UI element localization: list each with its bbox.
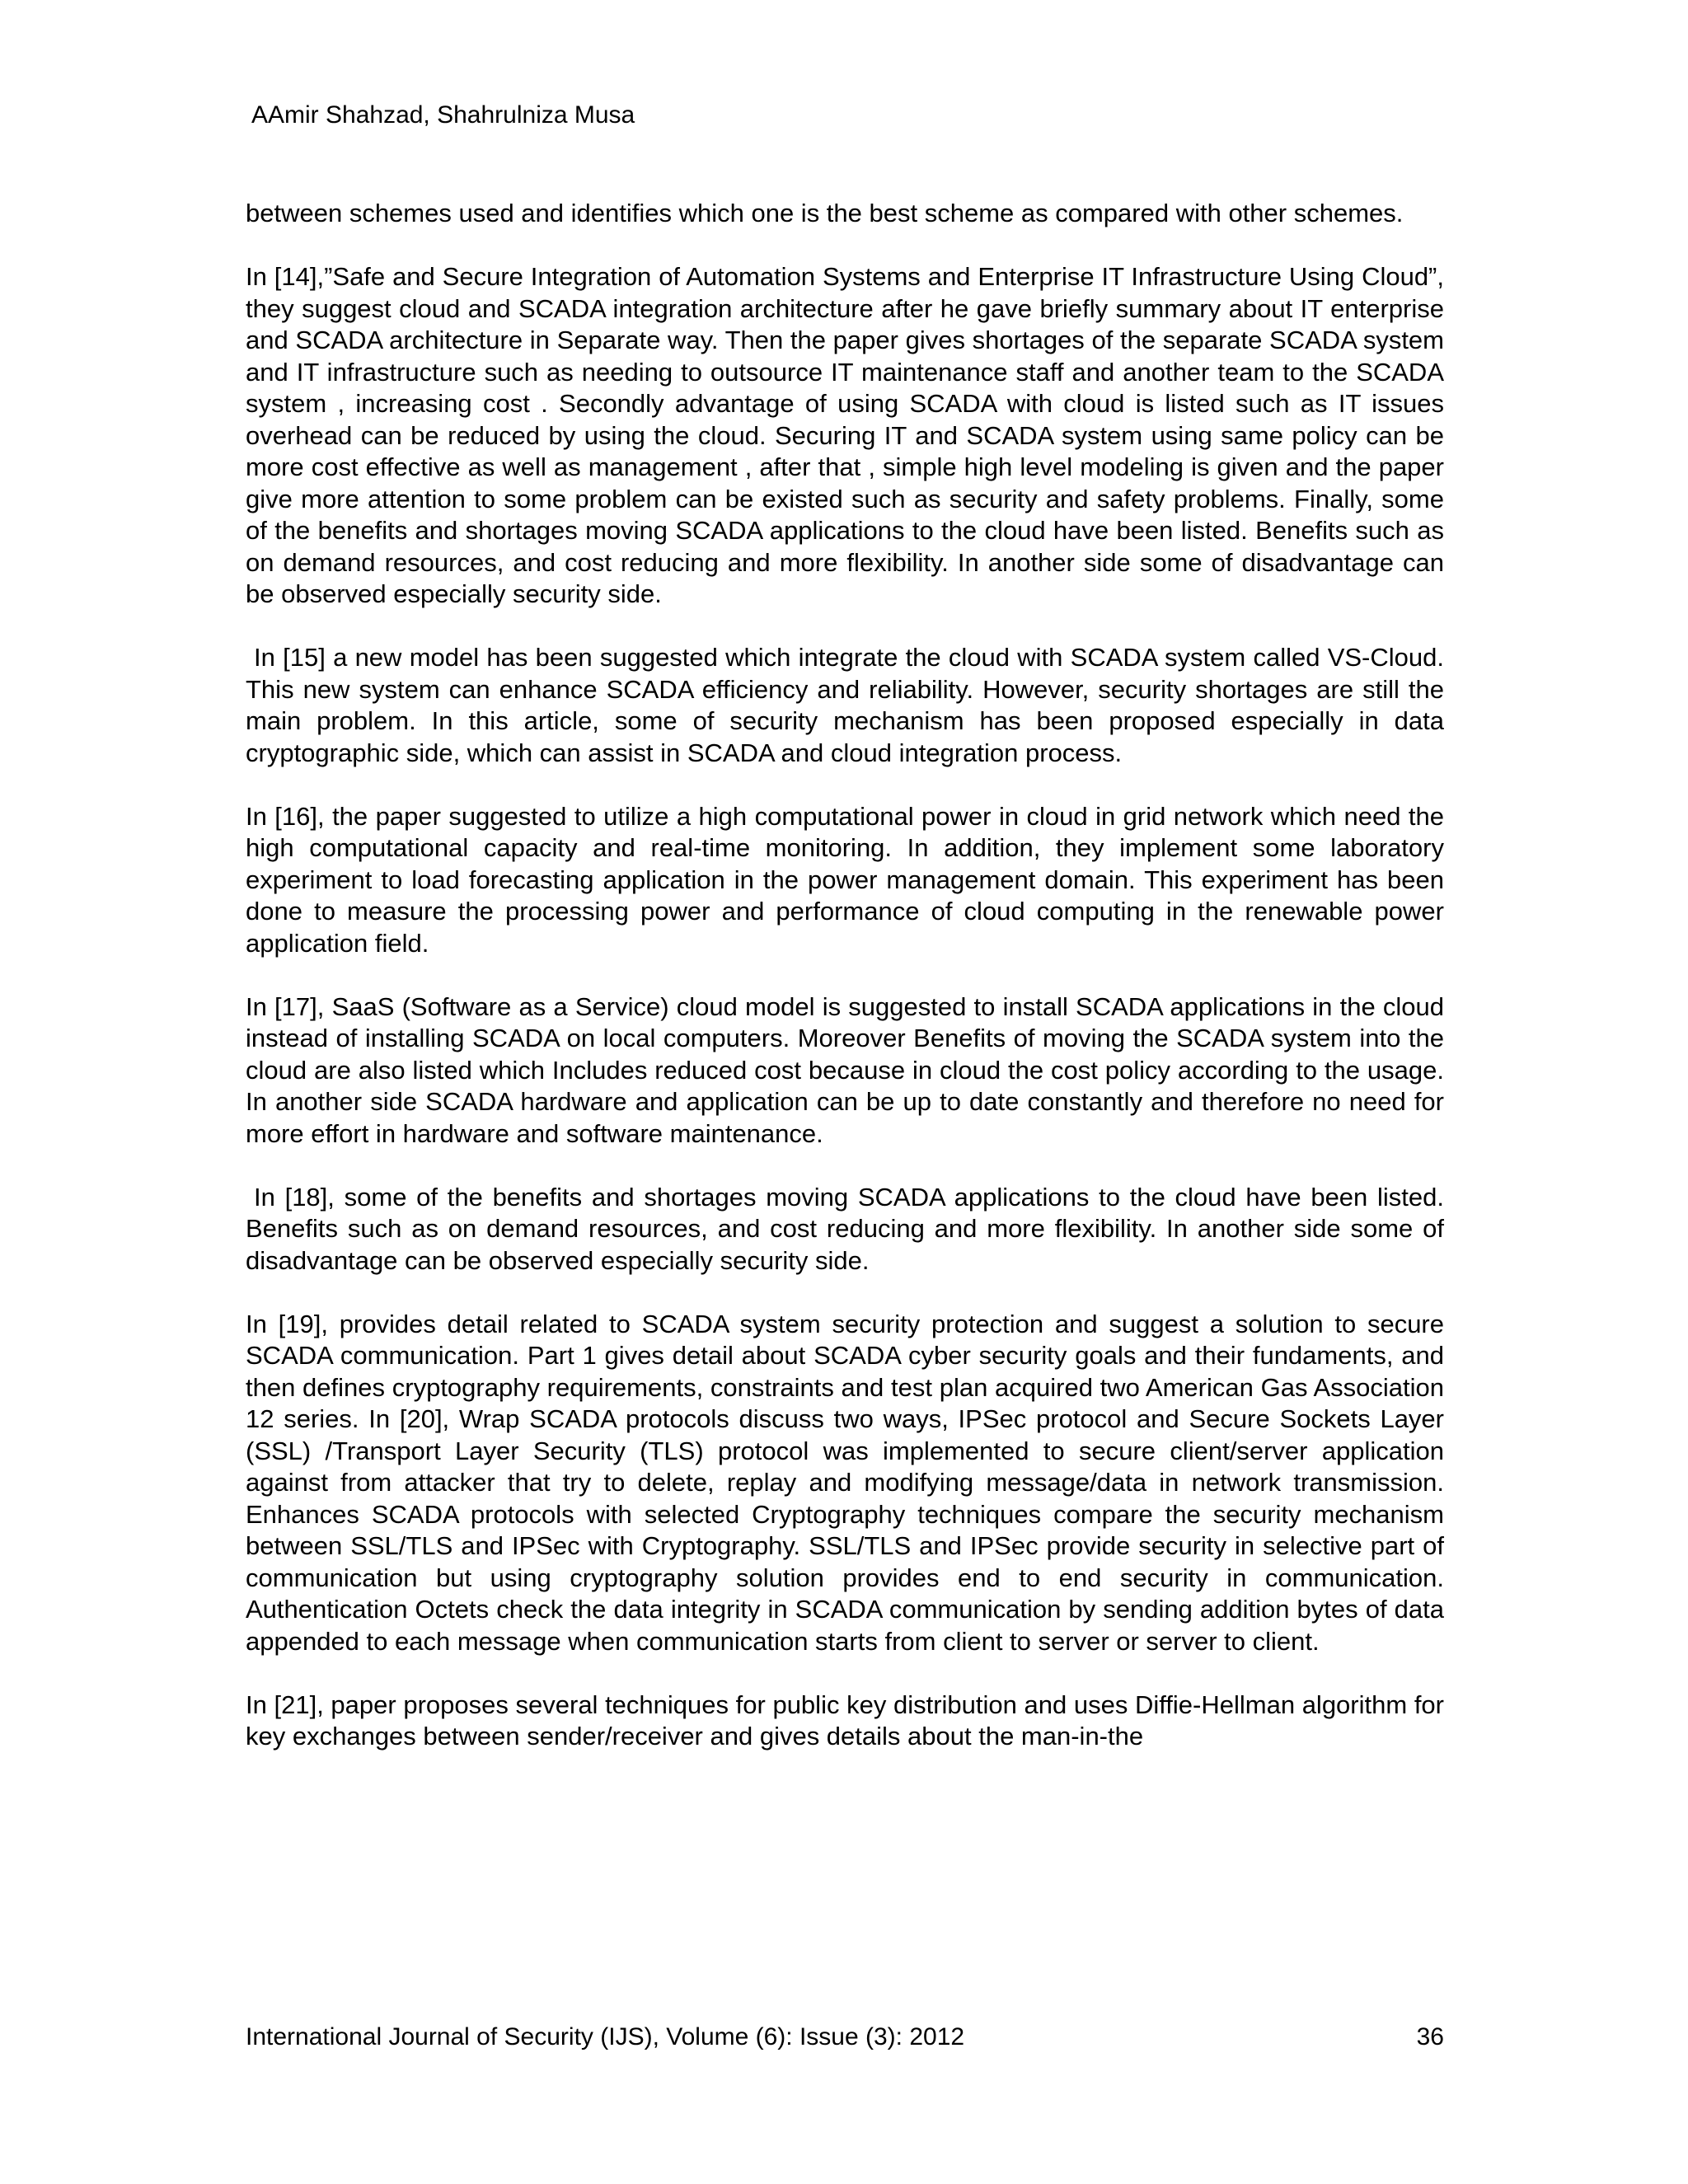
- body-text: [246, 198, 1444, 1753]
- paragraph-ref-15: In [15] a new model has been suggested which integrate the cloud with SCADA system called VS-Cloud. This new system can enhance SCADA efficiency and reliability. However, security shortages are still the main problem. In this article, some of security mechanism has been proposed especially in data cryptographic side, which can assist in SCADA and cloud integration process.: [246, 643, 1444, 767]
- page-footer: [246, 2021, 1444, 2054]
- paragraph-ref-18: In [18], some of the benefits and shortages moving SCADA applications to the cloud have been listed. Benefits such as on demand resources, and cost reducing and more flexibility. In another side some of disadvantage can be observed especially security side.: [246, 1182, 1444, 1275]
- paragraph-ref-16: In [16], the paper suggested to utilize a high computational power in cloud in grid network which need the high computational capacity and real-time monitoring. In addition, they implement some laboratory experiment to load forecasting application in the power management domain. This experiment has been done to measure the processing power and performance of cloud computing in the renewable power application field.: [246, 801, 1444, 958]
- paragraph-ref-14: In [14],”Safe and Secure Integration of Automation Systems and Enterprise IT Infrastructure Using Cloud”, they suggest cloud and SCADA integration architecture after he gave briefly summary about IT enterprise and SCADA architecture in Separate way. Then the paper gives shortages of the separate SCADA system and IT infrastructure such as needing to outsource IT maintenance staff and another team to the SCADA system , increasing cost . Secondly advantage of using SCADA with cloud is listed such as IT issues overhead can be reduced by using the cloud. Securing IT and SCADA system using same policy can be more cost effective as well as management , after that , simple high level modeling is given and the paper give more attention to some problem can be existed such as security and safety problems. Finally, some of the benefits and shortages moving SCADA applications to the cloud have been listed. Benefits such as on demand resources, and cost reducing and more flexibility. In another side some of disadvantage can be observed especially security side.: [246, 262, 1444, 608]
- paragraph-ref-19-20: In [19], provides detail related to SCADA system security protection and suggest a solution to secure SCADA communication. Part 1 gives detail about SCADA cyber security goals and their fundaments, and then defines cryptography requirements, constraints and test plan acquired two American Gas Association 12 series. In [20], Wrap SCADA protocols discuss two ways, IPSec protocol and Secure Sockets Layer (SSL) /Transport Layer Security (TLS) protocol was implemented to secure client/server application against from attacker that try to delete, replay and modifying message/data in network transmission. Enhances SCADA protocols with selected Cryptography techniques compare the security mechanism between SSL/TLS and IPSec with Cryptography. SSL/TLS and IPSec provide security in selective part of communication but using cryptography solution provides end to end security in communication. Authentication Octets check the data integrity in SCADA communication by sending addition bytes of data appended to each message when communication starts from client to server or server to client.: [246, 1309, 1444, 1656]
- page-number: 36: [1416, 2023, 1444, 2050]
- running-header-authors: AAmir Shahzad, Shahrulniza Musa: [251, 101, 635, 129]
- paragraph-ref-17: In [17], SaaS (Software as a Service) cloud model is suggested to install SCADA applications in the cloud instead of installing SCADA on local computers. Moreover Benefits of moving the SCADA system into the cloud are also listed which Includes reduced cost because in cloud the cost policy according to the usage. In another side SCADA hardware and application can be up to date constantly and therefore no need for more effort in hardware and software maintenance.: [246, 991, 1444, 1148]
- paragraph-ref-21: In [21], paper proposes several techniques for public key distribution and uses Diffie-Hellman algorithm for key exchanges between sender/receiver and gives details about the man-in-the: [246, 1690, 1444, 1750]
- footer-journal-citation: International Journal of Security (IJS), Volume (6): Issue (3): 2012: [246, 2023, 965, 2050]
- paragraph-continuation: between schemes used and identifies which one is the best scheme as compared with other schemes.: [246, 199, 1404, 227]
